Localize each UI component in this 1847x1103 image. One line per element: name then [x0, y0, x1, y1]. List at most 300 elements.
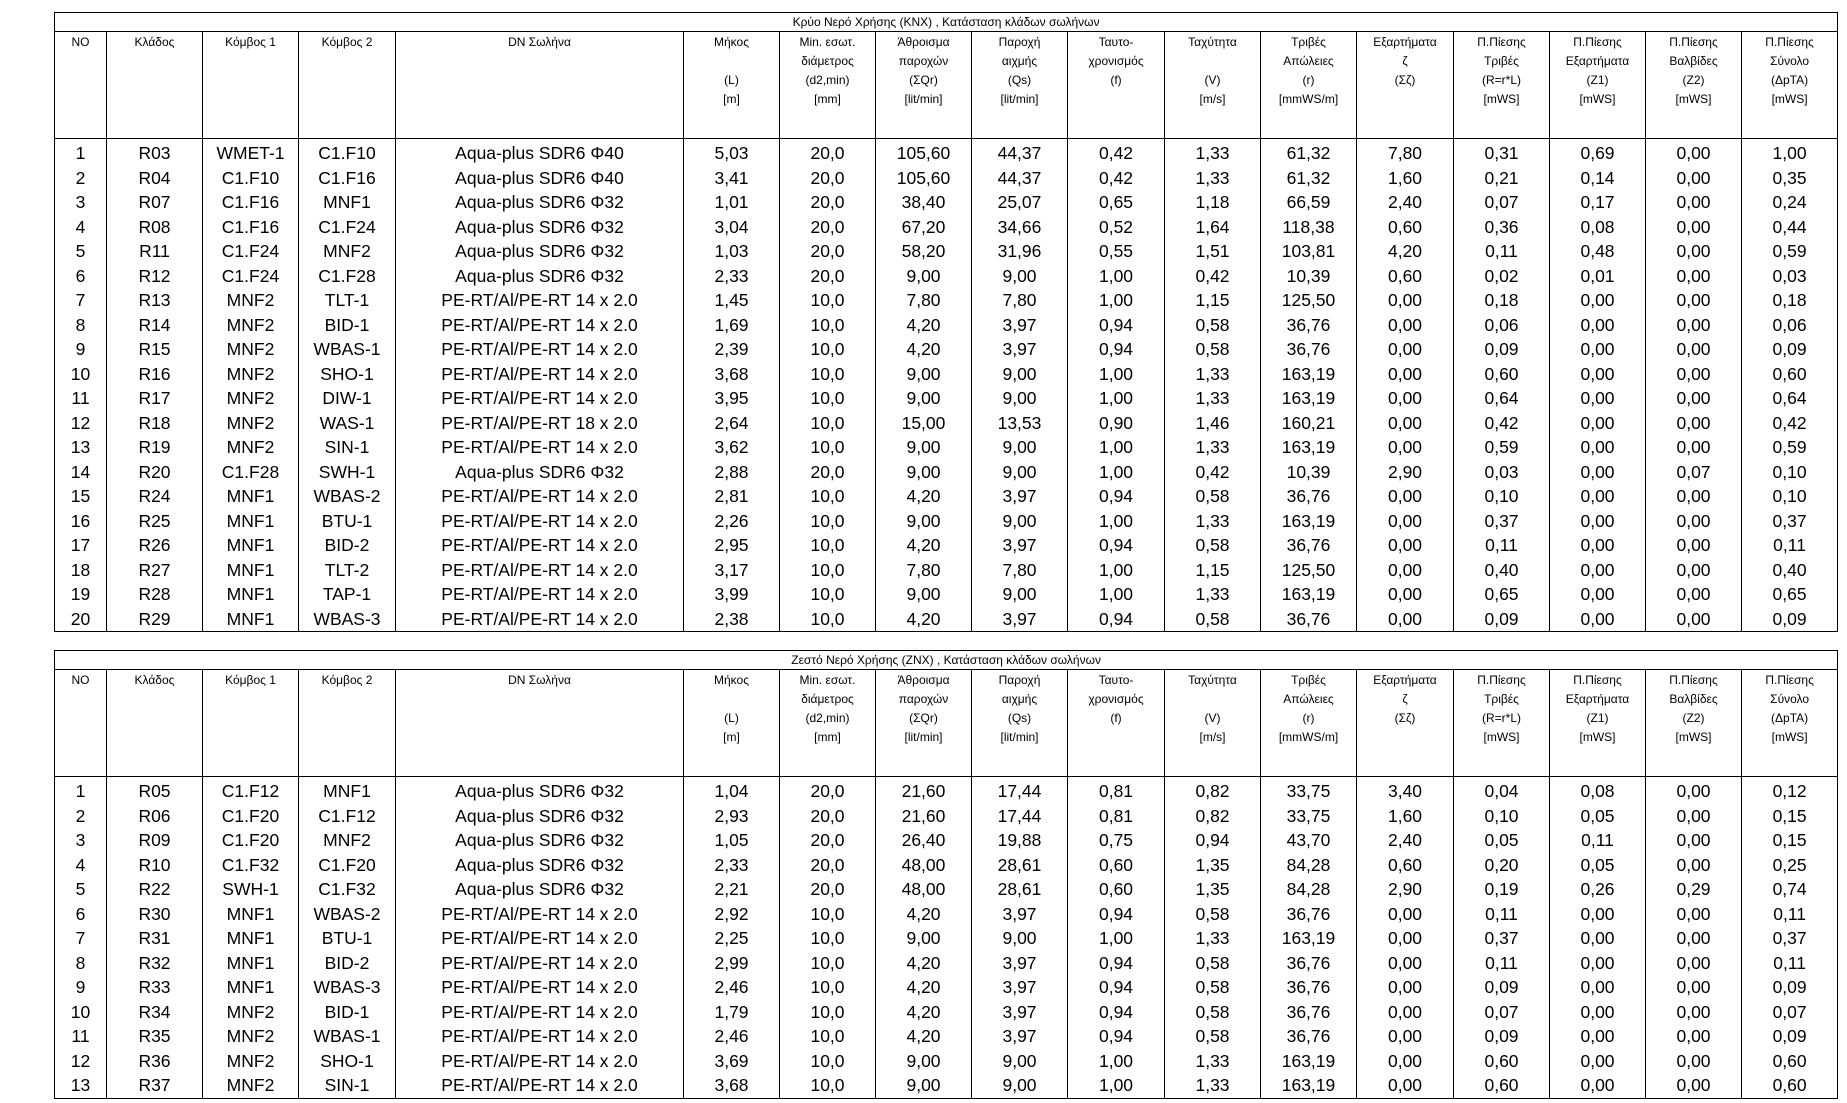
table-cell: 0,37: [1454, 509, 1550, 534]
header-line: [mm]: [814, 92, 841, 106]
table-cell: 9,00: [972, 435, 1068, 460]
table-cell: Aqua-plus SDR6 Φ40: [396, 139, 684, 166]
table-cell: R17: [107, 386, 203, 411]
table-cell: WBAS-1: [299, 337, 396, 362]
table-cell: 14: [55, 460, 107, 485]
table-cell: 20,0: [780, 166, 876, 191]
table-cell: 1,46: [1165, 411, 1261, 436]
table-cell: 1,35: [1165, 877, 1261, 902]
table-cell: 0,94: [1068, 533, 1165, 558]
table-cell: MNF1: [203, 484, 299, 509]
cold-table-header-row: [55, 32, 1838, 139]
table-cell: 0,00: [1646, 190, 1742, 215]
table-cell: 2,88: [684, 460, 780, 485]
header-line: παροχών: [898, 692, 949, 706]
table-cell: 0,00: [1357, 607, 1454, 632]
hot-header-cell: [107, 670, 203, 777]
header-line: [mWS]: [1771, 92, 1808, 106]
table-row: [55, 951, 1838, 976]
table-cell: 0,94: [1068, 313, 1165, 338]
table-cell: 36,76: [1261, 313, 1357, 338]
table-cell: 0,02: [1454, 264, 1550, 289]
cold-header-cell: [1068, 32, 1165, 139]
table-cell: 0,00: [1646, 533, 1742, 558]
table-cell: 0,00: [1550, 607, 1646, 632]
header-line: (Σζ): [1394, 73, 1416, 87]
table-cell: 0,11: [1550, 828, 1646, 853]
table-cell: 0,00: [1550, 902, 1646, 927]
table-cell: 0,31: [1454, 139, 1550, 166]
table-cell: SHO-1: [299, 362, 396, 387]
table-cell: 3,97: [972, 337, 1068, 362]
table-cell: 125,50: [1261, 558, 1357, 583]
header-line: (L): [724, 73, 739, 87]
table-cell: 2,90: [1357, 460, 1454, 485]
cold-header-cell: [684, 32, 780, 139]
header-line: Απώλειες: [1283, 54, 1334, 68]
table-cell: 0,00: [1550, 951, 1646, 976]
table-cell: 0,44: [1742, 215, 1838, 240]
header-line: Κόμβος 1: [225, 35, 276, 49]
table-cell: C1.F32: [299, 877, 396, 902]
table-cell: 10,0: [780, 1073, 876, 1098]
table-cell: MNF2: [203, 337, 299, 362]
table-cell: 0,07: [1646, 460, 1742, 485]
table-cell: 9,00: [972, 1073, 1068, 1098]
table-cell: 0,25: [1742, 853, 1838, 878]
table-cell: 3,97: [972, 533, 1068, 558]
table-cell: R33: [107, 975, 203, 1000]
table-cell: 7: [55, 288, 107, 313]
header-line: Εξαρτήματα: [1373, 673, 1437, 687]
table-cell: 0,52: [1068, 215, 1165, 240]
table-cell: 10,0: [780, 902, 876, 927]
cold-header-cell: [1550, 32, 1646, 139]
table-cell: 3,97: [972, 1000, 1068, 1025]
table-cell: 0,00: [1550, 313, 1646, 338]
table-cell: 10,39: [1261, 460, 1357, 485]
table-cell: 0,18: [1742, 288, 1838, 313]
table-cell: 21,60: [876, 777, 972, 804]
table-cell: 3,17: [684, 558, 780, 583]
table-cell: 0,00: [1646, 853, 1742, 878]
header-line: (Z1): [1586, 711, 1609, 725]
table-row: [55, 1049, 1838, 1074]
header-line: ΝΟ: [71, 35, 90, 49]
hot-header-cell: [780, 670, 876, 777]
table-cell: 1,00: [1068, 386, 1165, 411]
table-cell: PE-RT/Al/PE-RT 14 x 2.0: [396, 558, 684, 583]
table-cell: 1,03: [684, 239, 780, 264]
table-cell: 9,00: [972, 362, 1068, 387]
table-cell: 15,00: [876, 411, 972, 436]
table-cell: 11: [55, 386, 107, 411]
table-cell: C1.F28: [299, 264, 396, 289]
table-cell: 0,82: [1165, 777, 1261, 804]
table-cell: 0,00: [1357, 926, 1454, 951]
table-cell: 0,10: [1454, 484, 1550, 509]
table-cell: R31: [107, 926, 203, 951]
table-cell: MNF2: [299, 239, 396, 264]
table-cell: 9,00: [876, 362, 972, 387]
header-line: (ΣQr): [909, 711, 938, 725]
table-cell: 1,33: [1165, 1073, 1261, 1098]
table-cell: WBAS-3: [299, 607, 396, 632]
table-cell: 0,00: [1646, 166, 1742, 191]
header-line: [m/s]: [1199, 92, 1226, 106]
table-cell: 20,0: [780, 139, 876, 166]
table-cell: R18: [107, 411, 203, 436]
table-cell: 0,00: [1357, 902, 1454, 927]
table-cell: 1,01: [684, 190, 780, 215]
table-cell: 0,60: [1454, 362, 1550, 387]
table-cell: 0,00: [1357, 337, 1454, 362]
table-cell: 1,00: [1068, 460, 1165, 485]
table-cell: 0,40: [1742, 558, 1838, 583]
table-cell: 4,20: [876, 533, 972, 558]
table-cell: 17,44: [972, 804, 1068, 829]
header-line: Κόμβος 1: [225, 673, 276, 687]
table-cell: 6: [55, 902, 107, 927]
table-cell: R14: [107, 313, 203, 338]
table-row: [55, 264, 1838, 289]
header-line: Παροχή: [998, 673, 1041, 687]
table-cell: 1,00: [1068, 582, 1165, 607]
table-cell: C1.F10: [299, 139, 396, 166]
table-cell: 0,58: [1165, 484, 1261, 509]
table-cell: 9,00: [876, 460, 972, 485]
table-cell: 44,37: [972, 166, 1068, 191]
table-cell: WBAS-3: [299, 975, 396, 1000]
table-cell: 1,18: [1165, 190, 1261, 215]
table-cell: 0,06: [1742, 313, 1838, 338]
table-cell: 3,41: [684, 166, 780, 191]
table-cell: Aqua-plus SDR6 Φ32: [396, 264, 684, 289]
table-cell: 0,48: [1550, 239, 1646, 264]
table-cell: 2,38: [684, 607, 780, 632]
table-cell: 0,10: [1742, 460, 1838, 485]
table-cell: 0,42: [1165, 460, 1261, 485]
table-cell: 2,46: [684, 975, 780, 1000]
table-cell: 163,19: [1261, 926, 1357, 951]
table-cell: R05: [107, 777, 203, 804]
table-row: [55, 877, 1838, 902]
table-row: [55, 411, 1838, 436]
table-cell: 1,33: [1165, 386, 1261, 411]
header-line: [mWS]: [1483, 730, 1520, 744]
table-cell: 0,04: [1454, 777, 1550, 804]
table-cell: 4,20: [876, 1000, 972, 1025]
table-cell: 0,08: [1550, 777, 1646, 804]
table-cell: 4,20: [876, 484, 972, 509]
table-cell: WBAS-2: [299, 902, 396, 927]
table-cell: 1,45: [684, 288, 780, 313]
table-cell: 0,36: [1454, 215, 1550, 240]
header-line: Σύνολο: [1770, 54, 1810, 68]
table-cell: 0,10: [1742, 484, 1838, 509]
header-line: (r): [1302, 73, 1315, 87]
table-cell: C1.F32: [203, 853, 299, 878]
table-cell: 0,00: [1357, 1073, 1454, 1098]
table-cell: DIW-1: [299, 386, 396, 411]
header-line: [mWS]: [1579, 92, 1616, 106]
table-cell: 0,09: [1742, 607, 1838, 632]
table-cell: R29: [107, 607, 203, 632]
table-cell: Aqua-plus SDR6 Φ40: [396, 166, 684, 191]
table-cell: R25: [107, 509, 203, 534]
table-cell: 0,00: [1646, 975, 1742, 1000]
header-line: (V): [1204, 711, 1221, 725]
header-line: Π.Πίεσης: [1573, 673, 1622, 687]
table-cell: 58,20: [876, 239, 972, 264]
table-cell: R12: [107, 264, 203, 289]
table-cell: MNF2: [203, 288, 299, 313]
table-cell: 10,0: [780, 607, 876, 632]
header-line: Ταχύτητα: [1188, 35, 1237, 49]
header-line: αιχμής: [1001, 54, 1038, 68]
table-cell: PE-RT/Al/PE-RT 14 x 2.0: [396, 607, 684, 632]
cold-table-title: Κρύο Νερό Χρήσης (ΚΝΧ) , Κατάσταση κλάδων σωλήνων: [55, 13, 1838, 32]
table-cell: 0,00: [1646, 139, 1742, 166]
table-row: [55, 190, 1838, 215]
table-cell: 0,64: [1454, 386, 1550, 411]
table-cell: 9,00: [876, 926, 972, 951]
header-line: (f): [1110, 711, 1122, 725]
table-cell: 0,10: [1454, 804, 1550, 829]
table-cell: PE-RT/Al/PE-RT 14 x 2.0: [396, 1024, 684, 1049]
table-row: [55, 215, 1838, 240]
table-cell: 0,11: [1454, 239, 1550, 264]
header-line: [mWS]: [1579, 730, 1616, 744]
header-line: [1165, 52, 1260, 71]
table-cell: 36,76: [1261, 902, 1357, 927]
table-cell: 1: [55, 139, 107, 166]
table-cell: 0,40: [1454, 558, 1550, 583]
header-line: Ταυτο-: [1098, 35, 1134, 49]
header-line: Εξαρτήματα: [1373, 35, 1437, 49]
table-cell: C1.F28: [203, 460, 299, 485]
table-cell: MNF1: [203, 951, 299, 976]
table-cell: 0,60: [1068, 877, 1165, 902]
table-cell: 1,00: [1742, 139, 1838, 166]
table-cell: 0,11: [1742, 951, 1838, 976]
table-cell: 3,97: [972, 313, 1068, 338]
table-cell: 2,39: [684, 337, 780, 362]
table-cell: 36,76: [1261, 484, 1357, 509]
table-cell: 4,20: [876, 1024, 972, 1049]
hot-header-cell: [55, 670, 107, 777]
table-cell: MNF2: [203, 411, 299, 436]
table-cell: 7,80: [972, 558, 1068, 583]
table-cell: 0,05: [1550, 853, 1646, 878]
table-cell: 4,20: [876, 313, 972, 338]
table-cell: 36,76: [1261, 337, 1357, 362]
table-cell: 0,11: [1454, 951, 1550, 976]
header-line: χρονισμός: [1088, 692, 1144, 706]
table-cell: 44,37: [972, 139, 1068, 166]
hot-header-cell: [1165, 670, 1261, 777]
table-cell: 3,97: [972, 951, 1068, 976]
table-cell: 163,19: [1261, 509, 1357, 534]
header-line: ζ: [1402, 54, 1408, 68]
table-cell: 0,65: [1454, 582, 1550, 607]
table-cell: 7,80: [876, 288, 972, 313]
cold-header-cell: [876, 32, 972, 139]
table-cell: 0,00: [1646, 1049, 1742, 1074]
table-cell: 0,00: [1550, 926, 1646, 951]
header-line: (Z2): [1682, 73, 1705, 87]
table-cell: 0,19: [1454, 877, 1550, 902]
table-cell: 1,51: [1165, 239, 1261, 264]
table-cell: 20,0: [780, 190, 876, 215]
table-cell: MNF1: [203, 582, 299, 607]
table-cell: 43,70: [1261, 828, 1357, 853]
table-cell: 1,00: [1068, 362, 1165, 387]
table-cell: 3,97: [972, 1024, 1068, 1049]
table-cell: 160,21: [1261, 411, 1357, 436]
table-cell: 0,15: [1742, 804, 1838, 829]
table-row: [55, 1073, 1838, 1098]
cold-water-table: [54, 12, 1838, 632]
table-cell: 0,12: [1742, 777, 1838, 804]
header-line: Μήκος: [714, 673, 749, 687]
table-row: [55, 509, 1838, 534]
header-line: Κλάδος: [134, 35, 175, 49]
table-cell: 3,68: [684, 1073, 780, 1098]
header-line: Άθροισμα: [897, 35, 950, 49]
table-cell: 8: [55, 951, 107, 976]
table-cell: 0,09: [1454, 337, 1550, 362]
table-cell: 0,58: [1165, 1000, 1261, 1025]
table-cell: C1.F16: [203, 190, 299, 215]
table-cell: 10: [55, 362, 107, 387]
table-cell: 0,00: [1550, 362, 1646, 387]
table-cell: 66,59: [1261, 190, 1357, 215]
header-line: [mWS]: [1675, 92, 1712, 106]
table-cell: 7,80: [972, 288, 1068, 313]
table-cell: R19: [107, 435, 203, 460]
table-cell: 1,69: [684, 313, 780, 338]
table-cell: 0,05: [1550, 804, 1646, 829]
table-cell: BID-2: [299, 951, 396, 976]
table-cell: 1,35: [1165, 853, 1261, 878]
table-cell: 103,81: [1261, 239, 1357, 264]
header-line: Ταυτο-: [1098, 673, 1134, 687]
table-cell: 3,97: [972, 484, 1068, 509]
table-cell: 1,79: [684, 1000, 780, 1025]
table-cell: 2: [55, 166, 107, 191]
table-cell: R13: [107, 288, 203, 313]
table-cell: R30: [107, 902, 203, 927]
table-cell: 12: [55, 1049, 107, 1074]
table-cell: SIN-1: [299, 435, 396, 460]
table-cell: 0,00: [1550, 1073, 1646, 1098]
table-cell: 10,0: [780, 362, 876, 387]
table-cell: 0,29: [1646, 877, 1742, 902]
header-line: Τριβές: [1484, 54, 1519, 68]
table-cell: MNF2: [203, 1049, 299, 1074]
table-cell: MNF2: [203, 313, 299, 338]
table-cell: 0,60: [1357, 215, 1454, 240]
table-cell: 0,58: [1165, 337, 1261, 362]
table-cell: R28: [107, 582, 203, 607]
table-cell: 0,09: [1742, 1024, 1838, 1049]
table-row: [55, 558, 1838, 583]
hot-water-table: [54, 650, 1838, 1099]
table-cell: 0,11: [1454, 533, 1550, 558]
table-cell: 0,00: [1646, 386, 1742, 411]
table-cell: 3,97: [972, 902, 1068, 927]
table-cell: 0,94: [1165, 828, 1261, 853]
table-cell: 0,09: [1742, 975, 1838, 1000]
table-cell: 0,00: [1646, 313, 1742, 338]
header-line: Παροχή: [998, 35, 1041, 49]
header-line: αιχμής: [1001, 692, 1038, 706]
table-cell: 0,05: [1454, 828, 1550, 853]
table-cell: 0,09: [1454, 607, 1550, 632]
table-cell: 0,11: [1454, 902, 1550, 927]
table-cell: 36,76: [1261, 1000, 1357, 1025]
table-cell: 4,20: [876, 951, 972, 976]
header-line: Min. εσωτ.: [799, 35, 856, 49]
table-cell: 0,42: [1742, 411, 1838, 436]
header-line: Τριβές: [1484, 692, 1519, 706]
table-cell: 15: [55, 484, 107, 509]
table-cell: 0,00: [1550, 1000, 1646, 1025]
hot-header-cell: [1742, 670, 1838, 777]
cold-header-cell: [203, 32, 299, 139]
table-cell: 2,26: [684, 509, 780, 534]
table-cell: 9,00: [876, 1049, 972, 1074]
table-cell: 0,58: [1165, 902, 1261, 927]
table-cell: 0,94: [1068, 902, 1165, 927]
hot-header-cell: [1261, 670, 1357, 777]
table-cell: 19: [55, 582, 107, 607]
table-cell: Aqua-plus SDR6 Φ32: [396, 828, 684, 853]
table-cell: 84,28: [1261, 853, 1357, 878]
table-cell: MNF1: [203, 975, 299, 1000]
table-cell: 0,24: [1742, 190, 1838, 215]
table-row: [55, 975, 1838, 1000]
header-line: (Qs): [1007, 73, 1032, 87]
table-cell: 0,37: [1454, 926, 1550, 951]
table-cell: 2,95: [684, 533, 780, 558]
table-cell: MNF1: [203, 902, 299, 927]
table-cell: Aqua-plus SDR6 Φ32: [396, 215, 684, 240]
table-cell: 3,62: [684, 435, 780, 460]
table-cell: MNF1: [203, 558, 299, 583]
table-cell: 2: [55, 804, 107, 829]
table-cell: 0,00: [1550, 411, 1646, 436]
table-cell: 1,64: [1165, 215, 1261, 240]
cold-header-cell: [299, 32, 396, 139]
table-cell: MNF1: [299, 777, 396, 804]
table-cell: 0,58: [1165, 975, 1261, 1000]
table-cell: 5: [55, 239, 107, 264]
header-line: Κόμβος 2: [321, 673, 373, 687]
table-cell: 0,90: [1068, 411, 1165, 436]
table-cell: BTU-1: [299, 926, 396, 951]
table-cell: 10,0: [780, 386, 876, 411]
table-cell: R35: [107, 1024, 203, 1049]
hot-header-cell: [1454, 670, 1550, 777]
table-cell: TLT-2: [299, 558, 396, 583]
table-cell: 9,00: [972, 386, 1068, 411]
table-cell: 67,20: [876, 215, 972, 240]
cold-header-cell: [396, 32, 684, 139]
table-cell: 0,65: [1068, 190, 1165, 215]
table-cell: 0,64: [1742, 386, 1838, 411]
